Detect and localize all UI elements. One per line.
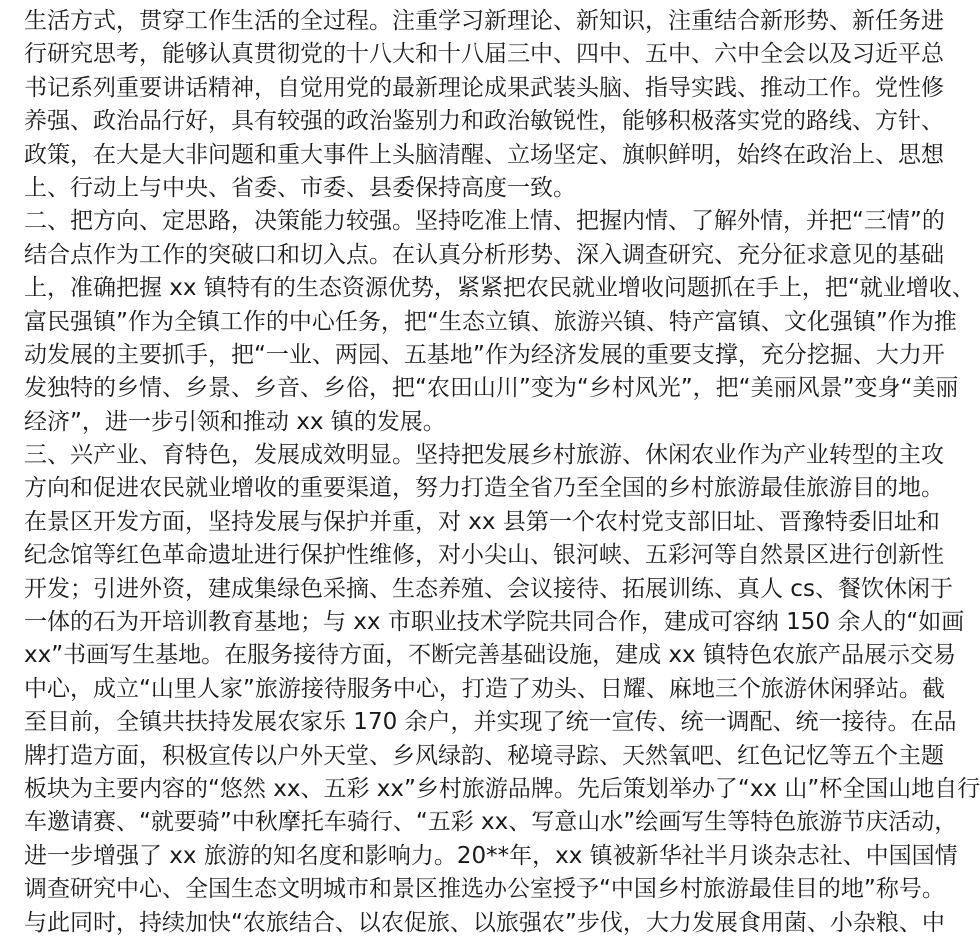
text-line: 发独特的乡情、乡景、乡音、乡俗，把“农田山川”变为“乡村风光”，把“美丽风景”变身“美丽 bbox=[24, 375, 959, 402]
text-line: 与此同时，持续加快“农旅结合、以农促旅、以旅强农”步伐，大力发展食用菌、小杂粮、中 bbox=[24, 909, 945, 936]
text-line: 富民强镇”作为全镇工作的中心任务，把“生态立镇、旅游兴镇、特产富镇、文化强镇”作为推 bbox=[24, 308, 957, 335]
text-line: 结合点作为工作的突破口和切入点。在认真分析形势、深入调查研究、充分征求意见的基础 bbox=[24, 241, 944, 268]
text-line: 生活方式，贯穿工作生活的全过程。注重学习新理论、新知识，注重结合新形势、新任务进 bbox=[24, 8, 944, 34]
text-line: 方向和促进农民就业增收的重要渠道，努力打造全省乃至全国的乡村旅游最佳旅游目的地。 bbox=[24, 475, 944, 502]
text-line: 板块为主要内容的“悠然 xx、五彩 xx”乡村旅游品牌。先后策划举办了“xx 山”杯全国山地自行 bbox=[24, 775, 980, 802]
text-line: 进一步增强了 xx 旅游的知名度和影响力。20**年，xx 镇被新华社半月谈杂志社、中国国情 bbox=[24, 842, 958, 869]
text-line: 在景区开发方面，坚持发展与保护并重，对 xx 县第一个农村党支部旧址、晋豫特委旧址和 bbox=[24, 508, 940, 535]
text-line: 开发；引进外资，建成集绿色采摘、生态养殖、会议接待、拓展训练、真人 cs、餐饮休闲于 bbox=[24, 575, 953, 602]
text-line: xx”书画写生基地。在服务接待方面，不断完善基础设施，建成 xx 镇特色农旅产品展示交易 bbox=[24, 642, 956, 669]
text-line: 调查研究中心、全国生态文明城市和景区推选办公室授予“中国乡村旅游最佳目的地”称号。 bbox=[24, 876, 945, 903]
text-line: 纪念馆等红色革命遗址进行保护性维修，对小尖山、银河峡、五彩河等自然景区进行创新性 bbox=[24, 542, 944, 569]
text-line: 中心，成立“山里人家”旅游接待服务中心，打造了劝头、日耀、麻地三个旅游休闲驿站。截 bbox=[24, 675, 945, 702]
text-line: 经济”，进一步引领和推动 xx 镇的发展。 bbox=[24, 408, 446, 435]
text-line: 二、把方向、定思路，决策能力较强。坚持吃准上情、把握内情、了解外情，并把“三情”的 bbox=[24, 208, 945, 235]
text-line: 至目前，全镇共扶持发展农家乐 170 余户，并实现了统一宣传、统一调配、统一接待。在品 bbox=[24, 709, 957, 736]
text-line: 牌打造方面，积极宣传以户外天堂、乡风绿韵、秘境寻踪、天然氧吧、红色记忆等五个主题 bbox=[24, 742, 944, 769]
text-line: 一体的石为开培训教育基地；与 xx 市职业技术学院共同合作，建成可容纳 150 余人的“如画 bbox=[24, 609, 965, 636]
text-line: 政策，在大是大非问题和重大事件上头脑清醒、立场坚定、旗帜鲜明，始终在政治上、思想 bbox=[24, 141, 944, 168]
text-line: 车邀请赛、“就要骑”中秋摩托车骑行、“五彩 xx、写意山水”绘画写生等特色旅游节庆活动， bbox=[24, 809, 958, 836]
text-line: 书记系列重要讲话精神，自觉用党的最新理论成果武装头脑、指导实践、推动工作。党性修 bbox=[24, 74, 944, 101]
text-line: 行研究思考，能够认真贯彻党的十八大和十八届三中、四中、五中、六中全会以及习近平总 bbox=[24, 41, 944, 68]
text-line: 上，准确把握 xx 镇特有的生态资源优势，紧紧把农民就业增收问题抓在手上，把“就业增收、 bbox=[24, 275, 975, 302]
text-line: 动发展的主要抓手，把“一业、两园、五基地”作为经济发展的重要支撑，充分挖掘、大力开 bbox=[24, 341, 945, 368]
document-body bbox=[24, 5, 980, 940]
text-line: 养强、政治品行好，具有较强的政治鉴别力和政治敏锐性，能够积极落实党的路线、方针、 bbox=[24, 108, 944, 135]
text-line: 三、兴产业、育特色，发展成效明显。坚持把发展乡村旅游、休闲农业作为产业转型的主攻 bbox=[24, 442, 944, 469]
text-line: 上、行动上与中央、省委、市委、县委保持高度一致。 bbox=[24, 174, 576, 201]
